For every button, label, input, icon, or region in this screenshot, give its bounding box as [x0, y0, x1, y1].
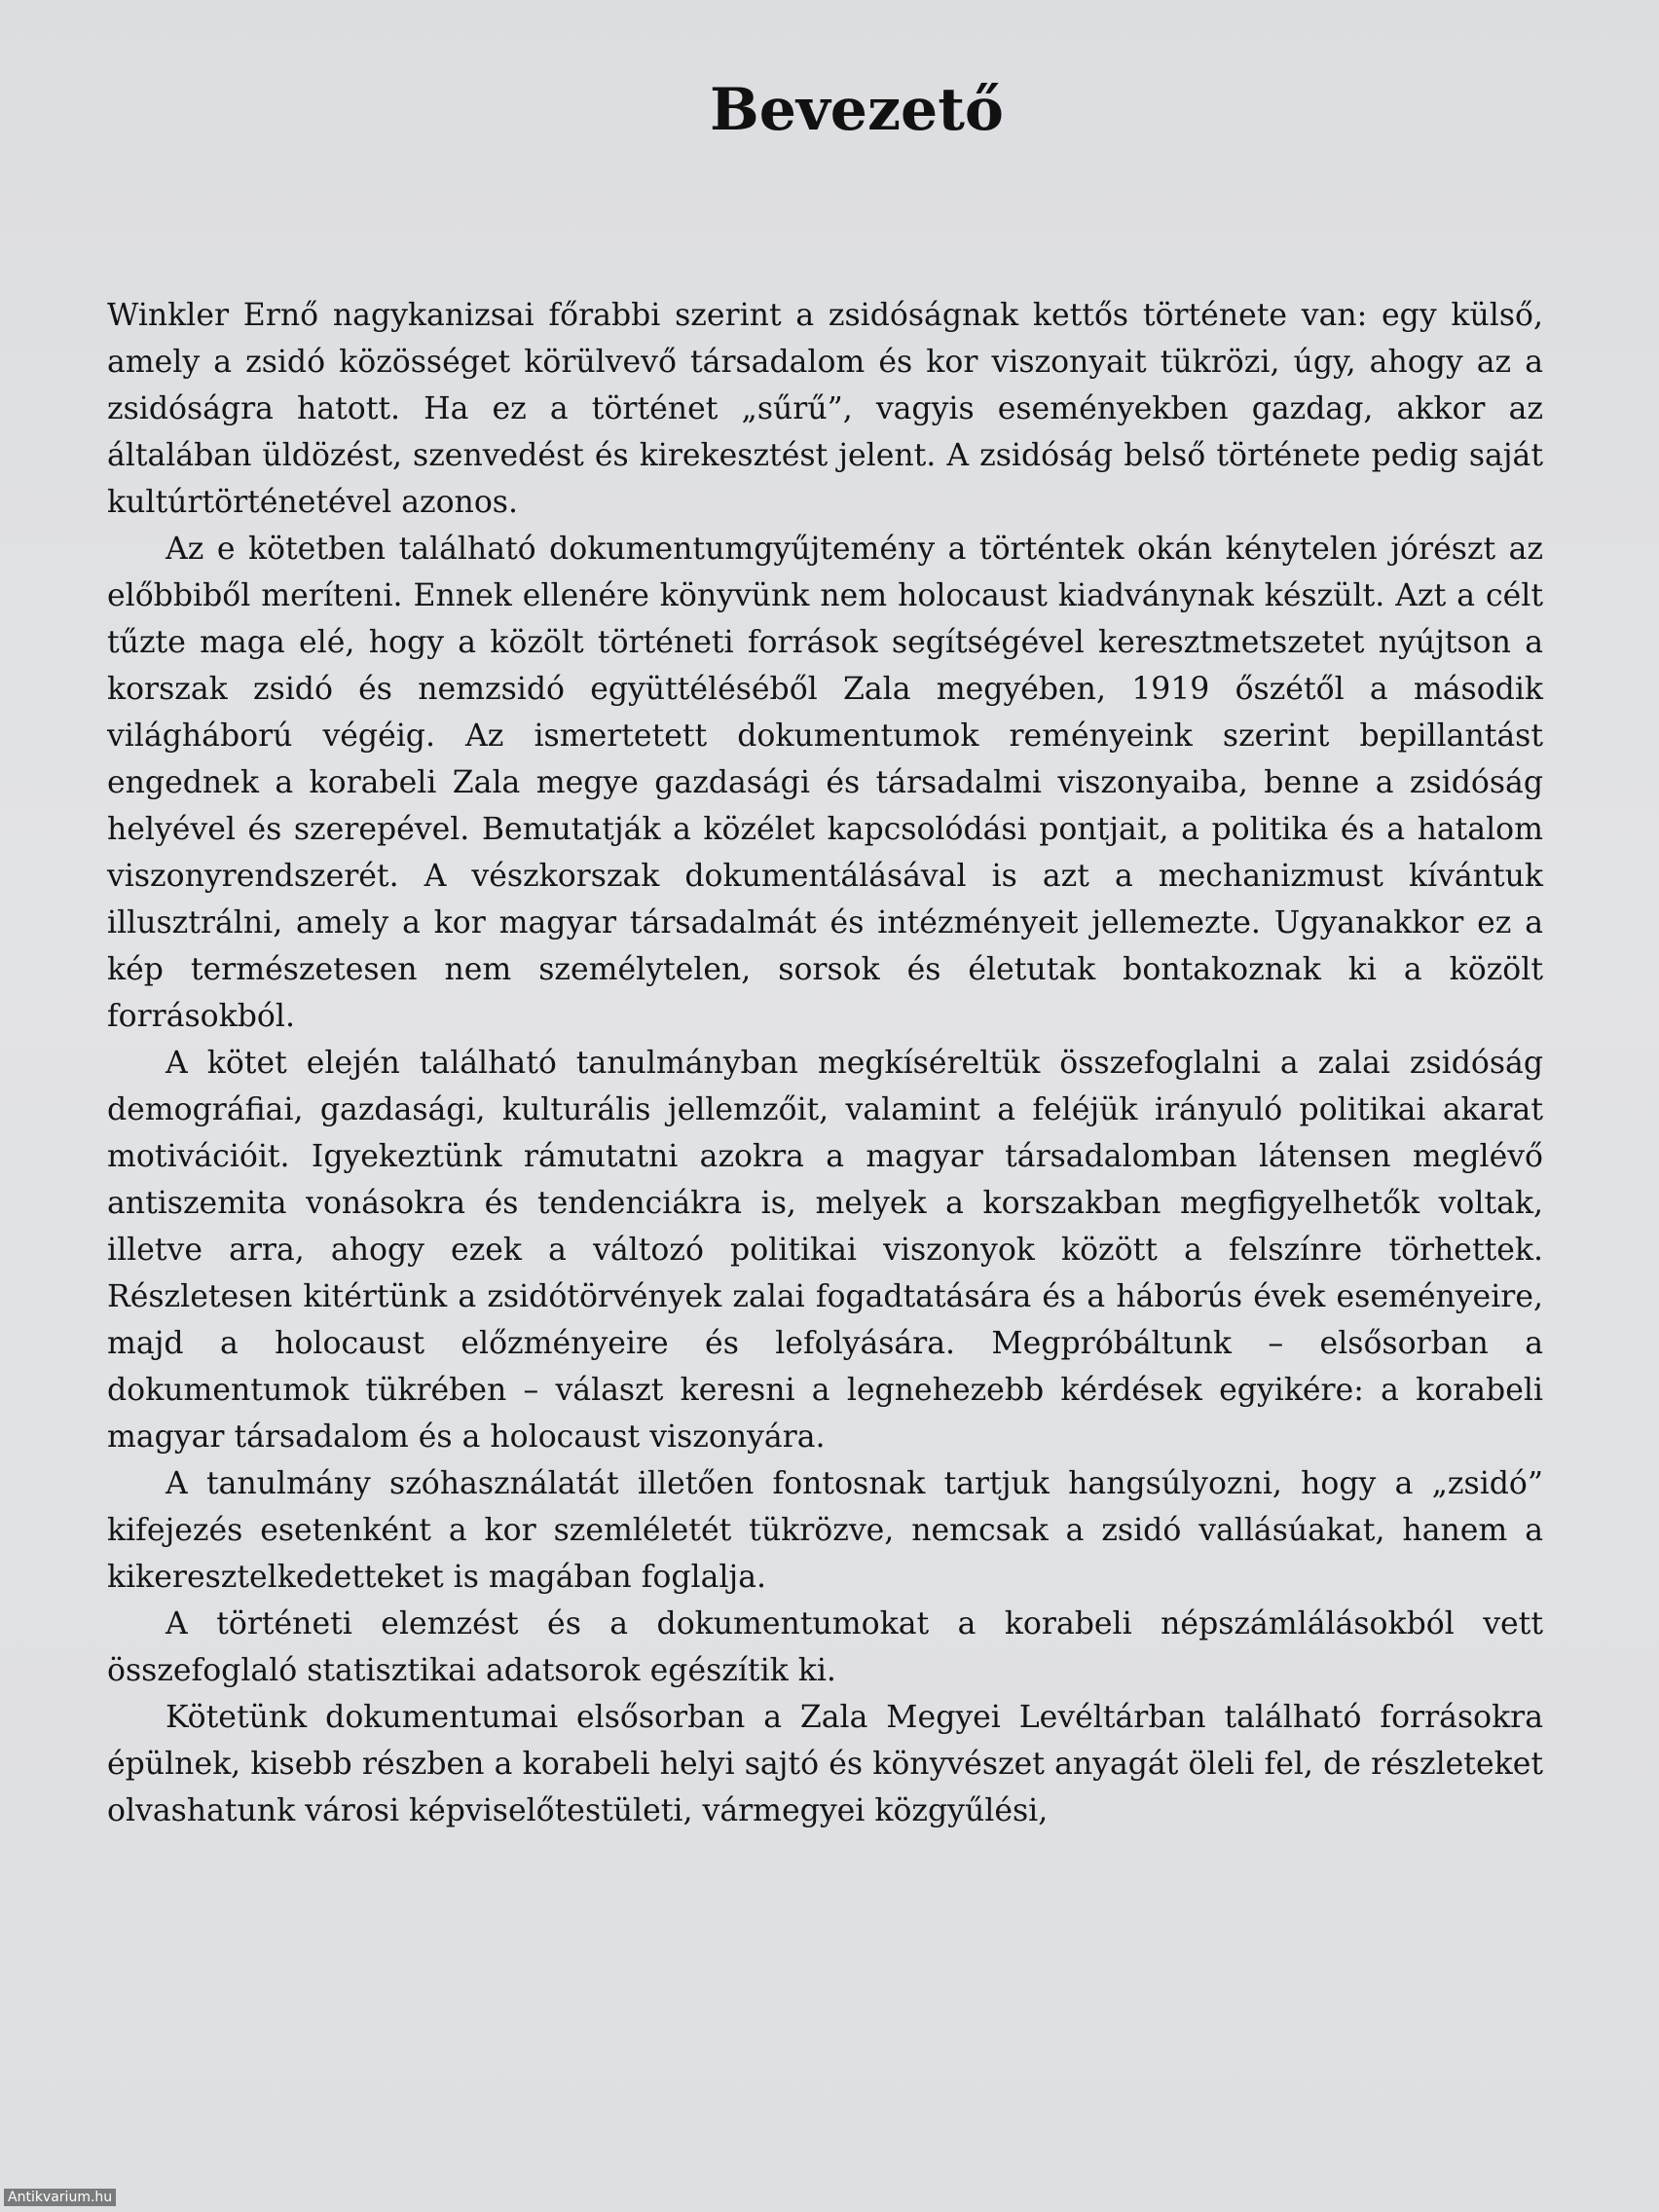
paragraph-1: Winkler Ernő nagykanizsai főrabbi szerint a zsidóságnak kettős története van: egy külső, amely a zsidó közösséget körülvevő társadalom és kor viszonyait tükrözi, úgy, ahogy az a zsidóságra hatott. Ha ez a történet „sűrű”, vagyis eseményekben gazdag, akkor az általában üldözést, szenvedést és kirekesztést jelent. A zsidóság belső története pedig saját kultúrtörténetével azonos. [107, 298, 1543, 520]
paragraph-3: A kötet elején található tanulmányban megkíséreltük összefoglalni a zalai zsidóság demográfiai, gazdasági, kulturális jellemzőit, valamint a feléjük irányuló politikai akarat motivációit. Igyekeztünk rámutatni azokra a magyar társadalomban látensen meglévő antiszemita vonásokra és tendenciákra is, melyek a korszakban megfigyelhetők voltak, illetve arra, ahogy ezek a változó politikai viszonyok között a felszínre törhettek. Részletesen kitértünk a zsidótörvények zalai fogadtatására és a háborús évek eseményeire, majd a holocaust előzményeire és lefolyására. Megpróbáltunk – elsősorban a dokumentumok tükrében – választ keresni a legnehezebb kérdések egyikére: a korabeli magyar társadalom és a holocaust viszonyára. [107, 1046, 1543, 1455]
paragraph-5: A történeti elemzést és a dokumentumokat a korabeli népszámlálásokból vett összefoglaló statisztikai adatsorok egészítik ki. [107, 1606, 1543, 1688]
watermark-label: Antikvarium.hu [4, 2189, 116, 2206]
paragraph-4: A tanulmány szóhasználatát illetően fontosnak tartjuk hangsúlyozni, hogy a „zsidó” kifejezés esetenként a kor szemléletét tükrözve, nemcsak a zsidó vallásúakat, hanem a kikeresztelkedetteket is magában foglalja. [107, 1466, 1543, 1595]
page-title: Bevezető [710, 76, 1004, 144]
paragraph-2: Az e kötetben található dokumentumgyűjtemény a történtek okán kénytelen jórészt az előbbiből meríteni. Ennek ellenére könyvünk nem holocaust kiadványnak készült. Azt a célt tűzte maga elé, hogy a közölt történeti források segítségével keresztmetszetet nyújtson a korszak zsidó és nemzsidó együttéléséből Zala megyében, 1919 őszétől a második világháború végéig. Az ismertetett dokumentumok reményeink szerint bepillantást engednek a korabeli Zala megye gazdasági és társadalmi viszonyaiba, benne a zsidóság helyével és szerepével. Bemutatják a közélet kapcsolódási pontjait, a politika és a hatalom viszonyrendszerét. A vészkorszak dokumentálásával is azt a mechanizmust kívántuk illusztrálni, amely a kor magyar társadalmát és intézményeit jellemezte. Ugyanakkor ez a kép természetesen nem személytelen, sorsok és életutak bontakoznak ki a közölt forrásokból. [107, 532, 1543, 1034]
paragraph-6: Kötetünk dokumentumai elsősorban a Zala Megyei Levéltárban található forrásokra épülnek, kisebb részben a korabeli helyi sajtó és könyvészet anyagát öleli fel, de részleteket olvashatunk városi képviselőtestületi, vármegyei közgyűlési, [107, 1700, 1543, 1828]
body-text [107, 292, 1543, 1834]
